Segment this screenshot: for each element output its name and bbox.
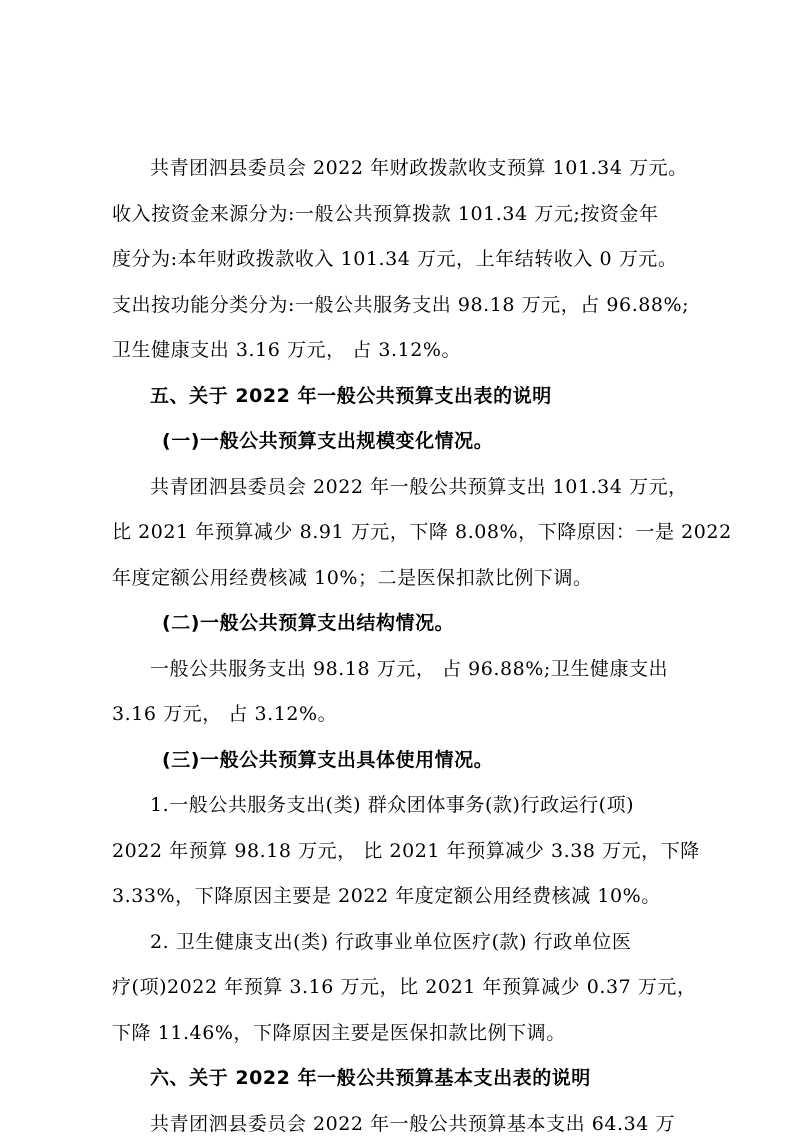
subsection-heading: (一)一般公共预算支出规模变化情况。 — [112, 419, 690, 465]
document-body — [112, 146, 690, 1147]
section-heading: 六、关于 2022 年一般公共预算基本支出表的说明 — [112, 1056, 690, 1102]
paragraph-line: 3.16 万元， 占 3.12%。 — [112, 692, 690, 738]
paragraph-line: 下降 11.46%，下降原因主要是医保扣款比例下调。 — [112, 1011, 690, 1057]
paragraph-line: 共青团泗县委员会 2022 年一般公共预算基本支出 64.34 万 — [112, 1102, 690, 1147]
paragraph-line: 1.一般公共服务支出(类) 群众团体事务(款)行政运行(项) — [112, 783, 690, 829]
paragraph-line: 2. 卫生健康支出(类) 行政事业单位医疗(款) 行政单位医 — [112, 920, 690, 966]
subsection-heading: (二)一般公共预算支出结构情况。 — [112, 601, 690, 647]
paragraph-line: 卫生健康支出 3.16 万元， 占 3.12%。 — [112, 328, 690, 374]
paragraph-line: 收入按资金来源分为:一般公共预算拨款 101.34 万元;按资金年 — [112, 192, 690, 238]
paragraph-line: 年度定额公用经费核减 10%；二是医保扣款比例下调。 — [112, 556, 690, 602]
section-heading: 五、关于 2022 年一般公共预算支出表的说明 — [112, 374, 690, 420]
paragraph-line: 共青团泗县委员会 2022 年财政拨款收支预算 101.34 万元。 — [112, 146, 690, 192]
paragraph-line: 一般公共服务支出 98.18 万元， 占 96.88%;卫生健康支出 — [112, 647, 690, 693]
paragraph-line: 3.33%，下降原因主要是 2022 年度定额公用经费核减 10%。 — [112, 874, 690, 920]
paragraph-line: 度分为:本年财政拨款收入 101.34 万元，上年结转收入 0 万元。 — [112, 237, 690, 283]
paragraph-line: 共青团泗县委员会 2022 年一般公共预算支出 101.34 万元， — [112, 465, 690, 511]
subsection-heading: (三)一般公共预算支出具体使用情况。 — [112, 738, 690, 784]
paragraph-line: 支出按功能分类分为:一般公共服务支出 98.18 万元，占 96.88%; — [112, 283, 690, 329]
paragraph-line: 比 2021 年预算减少 8.91 万元，下降 8.08%，下降原因：一是 2022 — [112, 510, 690, 556]
paragraph-line: 疗(项)2022 年预算 3.16 万元，比 2021 年预算减少 0.37 万元， — [112, 965, 690, 1011]
paragraph-line: 2022 年预算 98.18 万元， 比 2021 年预算减少 3.38 万元，下降 — [112, 829, 690, 875]
